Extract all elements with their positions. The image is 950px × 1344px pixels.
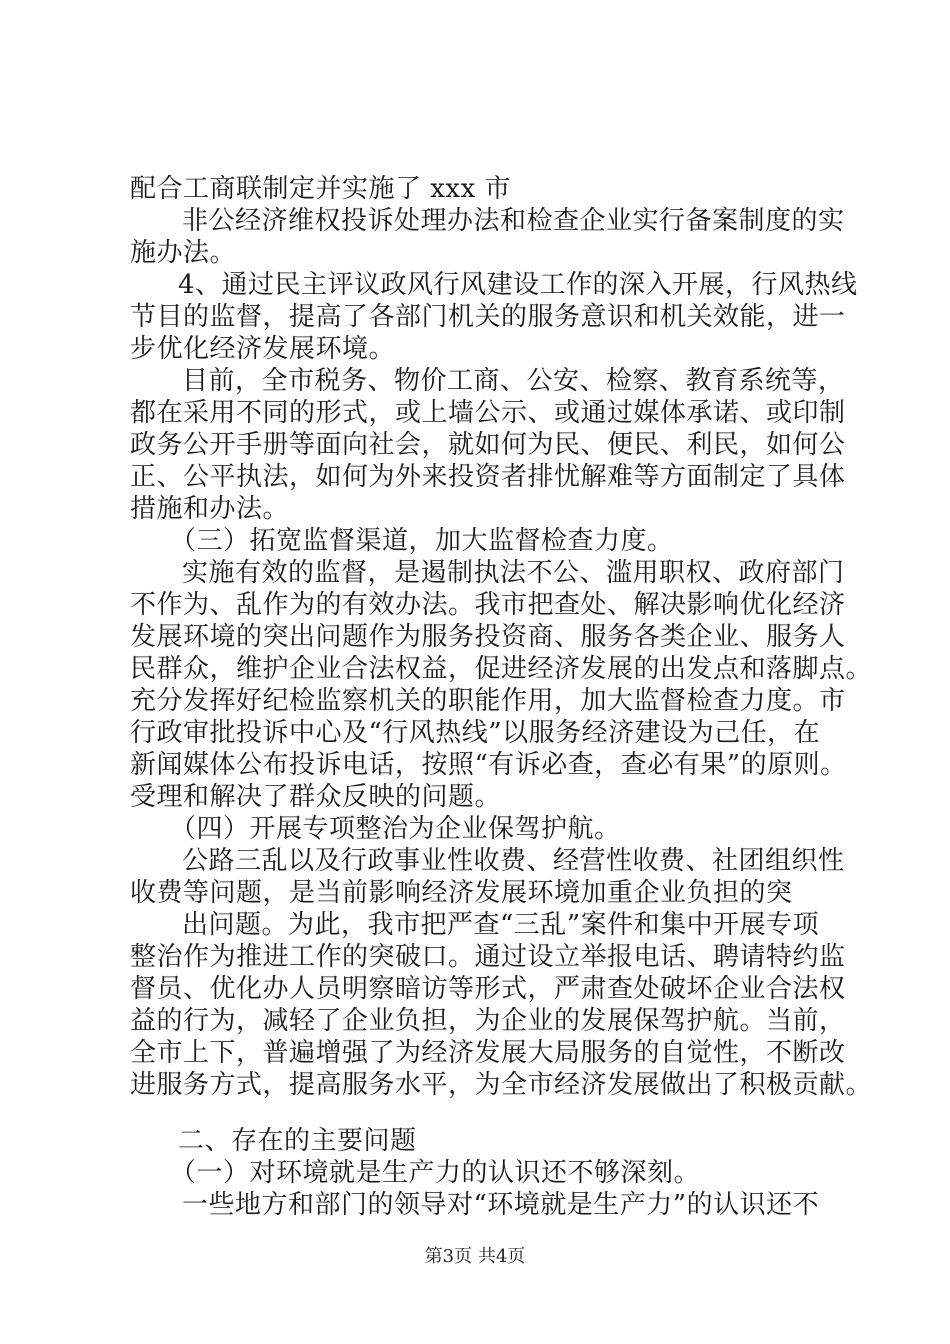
text-line: 受理和解决了群众反映的问题。 <box>130 782 502 812</box>
text-line: 目前，全市税务、物价工商、公安、检察、教育系统等， <box>182 366 845 396</box>
text-line: 4、通过民主评议政风行风建设工作的深入开展，行风热线 <box>178 270 858 300</box>
text-line: 实施有效的监督，是遏制执法不公、滥用职权、政府部门 <box>182 558 845 588</box>
text-line: 充分发挥好纪检监察机关的职能作用，加大监督检查力度。市 <box>130 686 846 716</box>
text-line: 配合工商联制定并实施了 xxx 市 <box>130 174 512 204</box>
text-line: 民群众，维护企业合法权益，促进经济发展的出发点和落脚点。 <box>130 654 873 684</box>
text-line: 都在采用不同的形式，或上墙公示、或通过媒体承诺、或印制 <box>130 398 846 428</box>
text-line: 收费等问题，是当前影响经济发展环境加重企业负担的突 <box>130 878 793 908</box>
text-line: 出问题。为此，我市把严查“三乱”案件和集中开展专项 <box>182 910 820 940</box>
text-line: 步优化经济发展环境。 <box>130 334 396 364</box>
text-line: 新闻媒体公布投诉电话，按照“有诉必查，查必有果”的原则。 <box>130 750 847 780</box>
text-line: 进服务方式，提高服务水平，为全市经济发展做出了积极贡献。 <box>130 1070 873 1100</box>
text-line: 不作为、乱作为的有效办法。我市把查处、解决影响优化经济 <box>130 590 846 620</box>
text-line: 节目的监督，提高了各部门机关的服务意识和机关效能，进一 <box>130 302 846 332</box>
text-line: 发展环境的突出问题作为服务投资商、服务各类企业、服务人 <box>130 622 846 652</box>
section-heading: （一）对环境就是生产力的认识还不够深刻。 <box>170 1158 701 1188</box>
page-number: 第3页 共4页 <box>424 1246 526 1267</box>
text-line: 非公经济维权投诉处理办法和检查企业实行备案制度的实 <box>182 206 845 236</box>
text-line: 行政审批投诉中心及“行风热线”以服务经济建设为己任，在 <box>130 718 821 748</box>
text-line: 一些地方和部门的领导对“环境就是生产力”的认识还不 <box>182 1190 820 1220</box>
text-line: 措施和办法。 <box>130 494 290 524</box>
text-line: 施办法。 <box>130 238 237 268</box>
section-heading: （三）拓宽监督渠道，加大监督检查力度。 <box>170 526 674 556</box>
text-line: 正、公平执法，如何为外来投资者排忧解难等方面制定了具体 <box>130 462 846 492</box>
text-line: 益的行为，减轻了企业负担，为企业的发展保驾护航。当前， <box>130 1006 846 1036</box>
text-line: 公路三乱以及行政事业性收费、经营性收费、社团组织性 <box>182 846 845 876</box>
section-heading: （四）开展专项整治为企业保驾护航。 <box>170 814 621 844</box>
text-line: 全市上下，普遍增强了为经济发展大局服务的自觉性，不断改 <box>130 1038 846 1068</box>
text-line: 政务公开手册等面向社会，就如何为民、便民、利民，如何公 <box>130 430 846 460</box>
text-line: 督员、优化办人员明察暗访等形式，严肃查处破坏企业合法权 <box>130 974 846 1004</box>
text-line: 整治作为推进工作的突破口。通过设立举报电话、聘请特约监 <box>130 942 846 972</box>
section-heading: 二、存在的主要问题 <box>178 1126 417 1156</box>
